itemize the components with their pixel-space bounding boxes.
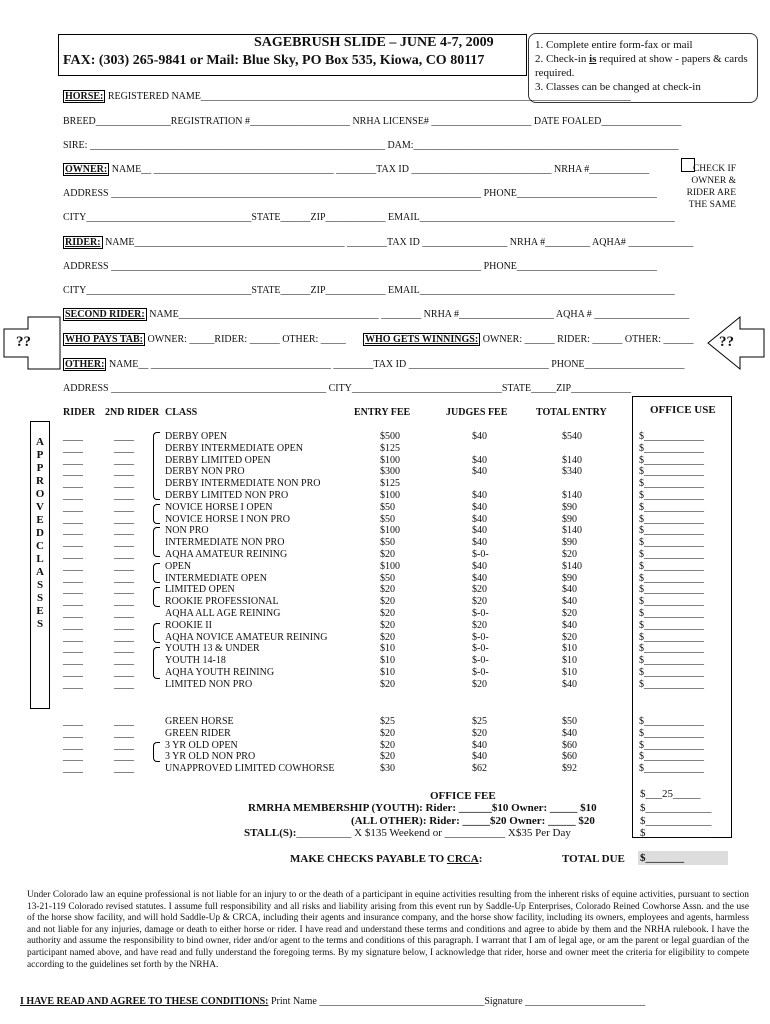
table-row — [0, 549, 770, 561]
entry-fee: $50 — [380, 537, 395, 549]
second-rider-entry-field[interactable]: ____ — [114, 667, 134, 678]
office-fee-stalls[interactable]: $____________ — [640, 827, 712, 839]
office-fee-other[interactable]: $____________ — [640, 815, 712, 827]
table-row — [0, 514, 770, 526]
approved-letter: S — [36, 579, 44, 591]
owner-name-field[interactable]: NAME__ ____________________________________ ________TAX ID ____________________________ NRHA #____________ — [111, 164, 650, 175]
rider-label: RIDER: — [65, 237, 101, 248]
table-row — [0, 584, 770, 596]
office-use-field[interactable]: $____________ — [639, 478, 704, 490]
table-row — [0, 751, 770, 763]
approved-letter: E — [36, 605, 44, 617]
second-rider-entry-field[interactable]: ____ — [114, 596, 134, 608]
judges-fee: $-0- — [472, 655, 489, 667]
entry-fee: $20 — [380, 608, 395, 619]
total-entry: $10 — [562, 643, 577, 655]
entry-fee: $50 — [380, 572, 395, 584]
col-total-entry: TOTAL ENTRY — [536, 407, 607, 418]
class-name: OPEN — [165, 560, 192, 572]
office-use-field[interactable]: $____________ — [639, 655, 704, 667]
rider-entry-field[interactable]: ____ — [63, 678, 83, 690]
rider-entry-field[interactable]: ____ — [63, 584, 83, 596]
entry-fee: $20 — [380, 727, 395, 739]
second-rider-entry-field[interactable]: ____ — [114, 572, 134, 584]
class-name: ROOKIE PROFESSIONAL — [165, 596, 279, 608]
judges-fee: $40 — [472, 537, 487, 549]
class-name: DERBY NON PRO — [165, 466, 245, 478]
judges-fee: $20 — [472, 727, 487, 739]
office-fee-youth[interactable]: $____________ — [640, 802, 712, 814]
entry-fee: $20 — [380, 751, 395, 763]
judges-fee: $-0- — [472, 608, 489, 619]
office-use-field[interactable]: $____________ — [639, 466, 704, 478]
entry-fee: $100 — [380, 490, 400, 501]
judges-fee: $-0- — [472, 643, 489, 655]
entry-fee: $300 — [380, 466, 400, 478]
rider-entry-field[interactable]: ____ — [63, 537, 83, 549]
judges-fee: $-0- — [472, 631, 489, 643]
payable-line — [290, 853, 482, 865]
entry-fee: $30 — [380, 763, 395, 775]
other-name-field[interactable]: NAME__ ____________________________________ ________TAX ID ____________________________ PHONE____________________ — [108, 359, 685, 370]
stalls-field[interactable]: STALL(S):__________ X $135 Weekend or ___________ X$35 Per Day — [244, 827, 571, 839]
class-name: DERBY LIMITED OPEN — [165, 454, 271, 466]
office-use-field[interactable]: $____________ — [639, 608, 704, 619]
approved-letter: S — [36, 618, 44, 630]
table-row — [0, 620, 770, 632]
who-pays-label: WHO PAYS TAB: — [65, 334, 143, 345]
table-row — [0, 596, 770, 608]
liability-waiver-text: Under Colorado law an equine professional is not liable for an injury to or the death of a participant in equine activities resulting from the inherent risks of equine activities, pursuant to section 13-21-119 Colorado revised statutes. I assume full responsibility and all risks and liability arising from this event run by Saddle-Up Enterprises, Colorado Reined Cowhorse Assn. and the use of the horse show facility, and will hold Saddle-Up & CRCA, including their agents and insurance company, and the horse show facility, including its owners, employees and agents, harmless and not liable for any injuries, damage or death to either horse or rider. I have read and understand these terms and conditions and agree to abide by them and the NRHA rulebook. I have the authority and assume the responsibility to bind owner, rider and/or agent to the terms and conditions of this paragraph. I warrant that I am of legal age, or am the parent or legal guardian of the participant named above, and have read and fully understand the foregoing terms. By my signature below, I acknowledge that rider, horse and owner meet the criteria for eligibility to compete according to the guidelines set forth by the NRHA. — [27, 890, 749, 970]
second-rider-entry-field[interactable]: ____ — [114, 560, 134, 572]
class-name: NOVICE HORSE I NON PRO — [165, 513, 291, 525]
office-use-field[interactable]: $____________ — [639, 513, 704, 525]
rider-entry-field[interactable]: ____ — [63, 667, 83, 678]
rider-entry-field[interactable]: ____ — [63, 525, 83, 537]
second-rider-entry-field[interactable]: ____ — [114, 678, 134, 690]
rider-entry-field[interactable]: ____ — [63, 513, 83, 525]
second-rider-entry-field[interactable]: ____ — [114, 727, 134, 739]
total-entry: $10 — [562, 667, 577, 678]
total-entry: $40 — [562, 678, 577, 690]
breed-registration-field[interactable]: BREED_______________REGISTRATION #____________________ NRHA LICENSE# ____________________ DATE FOALED________________ — [63, 116, 682, 127]
fax-mail-line: FAX: (303) 265-9841 or Mail: Blue Sky, PO Box 535, Kiowa, CO 80117 — [63, 53, 485, 68]
second-rider-row — [63, 309, 689, 320]
total-entry: $20 — [562, 631, 577, 643]
who-gets-winnings-row — [363, 334, 694, 345]
entry-fee: $20 — [380, 631, 395, 643]
rider-entry-field[interactable]: ____ — [63, 431, 83, 442]
judges-fee: $20 — [472, 596, 487, 608]
right-arrow-icon — [706, 315, 766, 371]
second-rider-field[interactable]: NAME________________________________________ ________ NRHA #___________________ AQHA # ___________________ — [149, 309, 690, 320]
judges-fee: $40 — [472, 739, 487, 751]
other-address-field[interactable]: ADDRESS ___________________________________________ CITY______________________________STATE_____ZIP____________ — [63, 383, 632, 394]
table-row — [0, 502, 770, 514]
rider-entry-field[interactable]: ____ — [63, 442, 83, 454]
table-row — [0, 763, 770, 775]
same-owner-rider-label: CHECK IF OWNER & RIDER ARE THE SAME — [686, 164, 736, 210]
approved-letter: A — [36, 566, 44, 578]
total-entry: $40 — [562, 584, 577, 596]
table-row — [0, 443, 770, 455]
approved-letter: E — [36, 514, 44, 526]
class-name: UNAPPROVED LIMITED COWHORSE — [165, 763, 335, 775]
office-use-field[interactable]: $____________ — [639, 584, 704, 596]
total-entry: $10 — [562, 655, 577, 667]
table-row — [0, 632, 770, 644]
office-use-field[interactable]: $____________ — [639, 596, 704, 608]
total-entry: $340 — [562, 466, 582, 478]
total-entry: $92 — [562, 763, 577, 775]
total-entry: $90 — [562, 513, 577, 525]
judges-fee: $40 — [472, 751, 487, 763]
entry-fee: $10 — [380, 667, 395, 678]
office-fee-label: OFFICE FEE — [430, 790, 496, 802]
second-rider-entry-field[interactable]: ____ — [114, 431, 134, 442]
second-rider-entry-field[interactable]: ____ — [114, 537, 134, 549]
second-rider-entry-field[interactable]: ____ — [114, 525, 134, 537]
col-second-rider: 2ND RIDER — [105, 407, 160, 418]
total-entry: $20 — [562, 549, 577, 560]
judges-fee: $40 — [472, 560, 487, 572]
table-row — [0, 643, 770, 655]
office-fee-value: $___25_____ — [640, 788, 701, 800]
second-rider-entry-field[interactable]: ____ — [114, 751, 134, 763]
judges-fee: $20 — [472, 619, 487, 631]
second-rider-entry-field[interactable]: ____ — [114, 655, 134, 667]
second-rider-entry-field[interactable]: ____ — [114, 478, 134, 490]
second-rider-entry-field[interactable]: ____ — [114, 631, 134, 643]
table-row — [0, 455, 770, 467]
entry-fee: $20 — [380, 584, 395, 596]
who-pays-row — [63, 334, 346, 345]
who-pays-field[interactable]: OWNER: _____RIDER: ______ OTHER: _____ — [147, 334, 346, 345]
table-row — [0, 679, 770, 691]
judges-fee: $-0- — [472, 549, 489, 560]
other-label: OTHER: — [65, 359, 105, 370]
second-rider-entry-field[interactable]: ____ — [114, 619, 134, 631]
horse-row — [63, 91, 631, 102]
table-row — [0, 561, 770, 573]
entry-fee: $50 — [380, 513, 395, 525]
second-rider-entry-field[interactable]: ____ — [114, 501, 134, 513]
other-row — [63, 359, 685, 370]
class-name: DERBY INTERMEDIATE NON PRO — [165, 478, 321, 490]
class-name: INTERMEDIATE OPEN — [165, 572, 267, 584]
class-name: AQHA AMATEUR REINING — [165, 549, 288, 560]
agree-label: I HAVE READ AND AGREE TO THESE CONDITIONS: — [20, 996, 269, 1007]
entry-fee: $50 — [380, 501, 395, 513]
rider-entry-field[interactable]: ____ — [63, 751, 83, 763]
second-rider-entry-field[interactable]: ____ — [114, 584, 134, 596]
rider-entry-field[interactable]: ____ — [63, 454, 83, 466]
page-title: SAGEBRUSH SLIDE – JUNE 4-7, 2009 — [254, 35, 494, 50]
entry-fee: $25 — [380, 716, 395, 727]
rider-city-field[interactable]: CITY_________________________________STATE______ZIP____________ EMAIL___________________________________________________ — [63, 285, 675, 296]
entry-fee: $20 — [380, 596, 395, 608]
class-name: DERBY OPEN — [165, 431, 228, 442]
right-arrow-label: ?? — [719, 334, 734, 350]
entry-fee: $10 — [380, 643, 395, 655]
office-use-field[interactable]: $____________ — [639, 631, 704, 643]
judges-fee: $62 — [472, 763, 487, 775]
total-entry: $60 — [562, 751, 577, 763]
judges-fee: $40 — [472, 490, 487, 501]
rider-entry-field[interactable]: ____ — [63, 619, 83, 631]
office-use-field[interactable]: $____________ — [639, 454, 704, 466]
horse-label: HORSE: — [65, 91, 104, 102]
second-rider-entry-field[interactable]: ____ — [114, 643, 134, 655]
registered-name-field[interactable]: REGISTERED NAME______________________________________________________________________________________ — [107, 91, 631, 102]
table-row — [0, 716, 770, 728]
approved-letter: C — [36, 540, 44, 552]
total-entry: $140 — [562, 525, 582, 537]
rider-entry-field[interactable]: ____ — [63, 763, 83, 775]
owner-row — [63, 164, 649, 175]
entry-fee: $20 — [380, 549, 395, 560]
class-name: ROOKIE II — [165, 619, 212, 631]
membership-other-field[interactable]: (ALL OTHER): Rider: _____$20 Owner: _____ $20 — [351, 815, 595, 827]
office-use-field[interactable]: $____________ — [639, 727, 704, 739]
table-row — [0, 728, 770, 740]
office-use-heading: OFFICE USE — [650, 404, 716, 416]
total-entry: $140 — [562, 560, 582, 572]
office-use-field[interactable]: $____________ — [639, 490, 704, 501]
judges-fee: $40 — [472, 466, 487, 478]
class-name: 3 YR OLD OPEN — [165, 739, 238, 751]
total-entry: $50 — [562, 716, 577, 727]
rider-row — [63, 237, 693, 248]
signature-line — [20, 996, 645, 1007]
table-row — [0, 608, 770, 620]
note-2: 2. Check-in is required at show - papers & cards required. — [535, 53, 748, 79]
office-use-field[interactable]: $____________ — [639, 537, 704, 549]
office-use-field[interactable]: $____________ — [639, 525, 704, 537]
second-rider-entry-field[interactable]: ____ — [114, 716, 134, 727]
rider-entry-field[interactable]: ____ — [63, 572, 83, 584]
total-entry: $540 — [562, 431, 582, 442]
table-row — [0, 525, 770, 537]
left-arrow-icon — [2, 315, 62, 371]
rider-entry-field[interactable]: ____ — [63, 631, 83, 643]
total-entry: $140 — [562, 490, 582, 501]
note-3: 3. Classes can be changed at check-in — [535, 81, 701, 93]
office-use-field[interactable]: $____________ — [639, 751, 704, 763]
rider-entry-field[interactable]: ____ — [63, 716, 83, 727]
total-entry: $40 — [562, 596, 577, 608]
class-name: YOUTH 14-18 — [165, 655, 226, 667]
second-rider-entry-field[interactable]: ____ — [114, 442, 134, 454]
entry-fee: $100 — [380, 525, 400, 537]
total-entry: $40 — [562, 727, 577, 739]
entry-fee: $20 — [380, 678, 395, 690]
second-rider-entry-field[interactable]: ____ — [114, 763, 134, 775]
class-name: LIMITED NON PRO — [165, 678, 253, 690]
col-judges-fee: JUDGES FEE — [446, 407, 508, 418]
rider-entry-field[interactable]: ____ — [63, 478, 83, 490]
rider-entry-field[interactable]: ____ — [63, 560, 83, 572]
table-row — [0, 667, 770, 679]
table-row — [0, 740, 770, 752]
class-name: DERBY INTERMEDIATE OPEN — [165, 442, 303, 454]
owner-city-field[interactable]: CITY_________________________________STATE______ZIP____________ EMAIL___________________________________________________ — [63, 212, 675, 223]
payable-to: CRCA — [446, 853, 479, 865]
entry-fee: $500 — [380, 431, 400, 442]
total-entry: $20 — [562, 608, 577, 619]
office-use-field[interactable]: $____________ — [639, 763, 704, 775]
office-use-field[interactable]: $____________ — [639, 739, 704, 751]
class-name: LIMITED OPEN — [165, 584, 235, 596]
total-due-field[interactable]: $_______ — [640, 852, 684, 864]
rider-entry-field[interactable]: ____ — [63, 596, 83, 608]
entry-fee: $125 — [380, 442, 400, 454]
class-name: AQHA YOUTH REINING — [165, 667, 275, 678]
sire-dam-field[interactable]: SIRE: ___________________________________________________________ DAM:_____________________________________________________ — [63, 140, 679, 151]
judges-fee: $40 — [472, 572, 487, 584]
col-rider: RIDER — [63, 407, 96, 418]
second-rider-entry-field[interactable]: ____ — [114, 466, 134, 478]
rider-name-field[interactable]: NAME__________________________________________ ________TAX ID _________________ NRHA #_________ AQHA# _____________ — [105, 237, 694, 248]
approved-letter: L — [36, 553, 44, 565]
left-arrow-label: ?? — [16, 334, 31, 350]
rider-entry-field[interactable]: ____ — [63, 655, 83, 667]
second-rider-entry-field[interactable]: ____ — [114, 454, 134, 466]
rider-entry-field[interactable]: ____ — [63, 501, 83, 513]
approved-letter: A — [36, 436, 44, 448]
rider-entry-field[interactable]: ____ — [63, 739, 83, 751]
rider-address-field[interactable]: ADDRESS __________________________________________________________________________ PHONE____________________________ — [63, 261, 657, 272]
entry-fee: $100 — [380, 560, 400, 572]
table-row — [0, 431, 770, 443]
total-entry: $60 — [562, 739, 577, 751]
total-entry: $90 — [562, 501, 577, 513]
total-entry: $40 — [562, 619, 577, 631]
class-name: NON PRO — [165, 525, 209, 537]
class-name: INTERMEDIATE NON PRO — [165, 537, 285, 549]
table-row — [0, 478, 770, 490]
judges-fee: $20 — [472, 678, 487, 690]
approved-letter: V — [36, 501, 44, 513]
entry-fee: $100 — [380, 454, 400, 466]
second-rider-entry-field[interactable]: ____ — [114, 608, 134, 619]
approved-letter: P — [36, 449, 44, 461]
class-name: 3 YR OLD NON PRO — [165, 751, 256, 763]
table-row — [0, 655, 770, 667]
office-use-field[interactable]: $____________ — [639, 678, 704, 690]
rider-entry-field[interactable]: ____ — [63, 727, 83, 739]
approved-letter: O — [35, 488, 45, 500]
office-use-field[interactable]: $____________ — [639, 442, 704, 454]
payable-suffix: : — [478, 853, 483, 865]
second-rider-entry-field[interactable]: ____ — [114, 739, 134, 751]
office-use-field[interactable]: $____________ — [639, 619, 704, 631]
office-use-field[interactable]: $____________ — [639, 716, 704, 727]
second-rider-label: SECOND RIDER: — [65, 309, 145, 320]
rider-entry-field[interactable]: ____ — [63, 643, 83, 655]
rider-entry-field[interactable]: ____ — [63, 466, 83, 478]
entry-fee: $20 — [380, 739, 395, 751]
class-name: DERBY LIMITED NON PRO — [165, 490, 289, 501]
judges-fee: $40 — [472, 501, 487, 513]
print-name-signature-field[interactable]: Print Name _________________________________Signature ________________________ — [268, 996, 646, 1007]
judges-fee: $40 — [472, 513, 487, 525]
rider-entry-field[interactable]: ____ — [63, 490, 83, 501]
entry-fee: $125 — [380, 478, 400, 490]
judges-fee: $40 — [472, 431, 487, 442]
note-1: 1. Complete entire form-fax or mail — [535, 39, 693, 51]
winnings-field[interactable]: OWNER: ______ RIDER: ______ OTHER: ______ — [482, 334, 694, 345]
membership-youth-field[interactable]: RMRHA MEMBERSHIP (YOUTH): Rider: ______$10 Owner: _____ $10 — [248, 802, 597, 814]
office-use-field[interactable]: $____________ — [639, 572, 704, 584]
second-rider-entry-field[interactable]: ____ — [114, 549, 134, 560]
entry-fee: $20 — [380, 619, 395, 631]
office-use-field[interactable]: $____________ — [639, 667, 704, 678]
judges-fee: $40 — [472, 454, 487, 466]
owner-address-field[interactable]: ADDRESS __________________________________________________________________________ PHONE____________________________ — [63, 188, 657, 199]
table-row — [0, 573, 770, 585]
class-name: GREEN HORSE — [165, 716, 234, 727]
winnings-label: WHO GETS WINNINGS: — [365, 334, 479, 345]
approved-letter: R — [36, 475, 44, 487]
table-row — [0, 466, 770, 478]
second-rider-entry-field[interactable]: ____ — [114, 513, 134, 525]
judges-fee: $25 — [472, 716, 487, 727]
col-entry-fee: ENTRY FEE — [354, 407, 411, 418]
class-name: YOUTH 13 & UNDER — [165, 643, 260, 655]
office-use-field[interactable]: $____________ — [639, 643, 704, 655]
approved-letter: D — [36, 527, 44, 539]
class-name: AQHA NOVICE AMATEUR REINING — [165, 631, 328, 643]
table-row — [0, 490, 770, 502]
office-use-field[interactable]: $____________ — [639, 501, 704, 513]
entry-fee: $10 — [380, 655, 395, 667]
judges-fee: $40 — [472, 525, 487, 537]
owner-label: OWNER: — [65, 164, 108, 175]
office-use-field[interactable]: $____________ — [639, 560, 704, 572]
class-name: NOVICE HORSE I OPEN — [165, 501, 273, 513]
table-row — [0, 537, 770, 549]
total-entry: $90 — [562, 537, 577, 549]
second-rider-entry-field[interactable]: ____ — [114, 490, 134, 501]
approved-letter: P — [36, 462, 44, 474]
total-entry: $140 — [562, 454, 582, 466]
rider-entry-field[interactable]: ____ — [63, 608, 83, 619]
total-entry: $90 — [562, 572, 577, 584]
rider-entry-field[interactable]: ____ — [63, 549, 83, 560]
office-use-field[interactable]: $____________ — [639, 549, 704, 560]
class-name: AQHA ALL AGE REINING — [165, 608, 281, 619]
col-class: CLASS — [165, 407, 198, 418]
total-due-label: TOTAL DUE — [562, 853, 625, 865]
payable-prefix: MAKE CHECKS PAYABLE TO — [290, 853, 447, 865]
judges-fee: $-0- — [472, 667, 489, 678]
judges-fee: $20 — [472, 584, 487, 596]
class-name: GREEN RIDER — [165, 727, 231, 739]
office-use-field[interactable]: $____________ — [639, 431, 704, 442]
approved-letter: S — [36, 592, 44, 604]
